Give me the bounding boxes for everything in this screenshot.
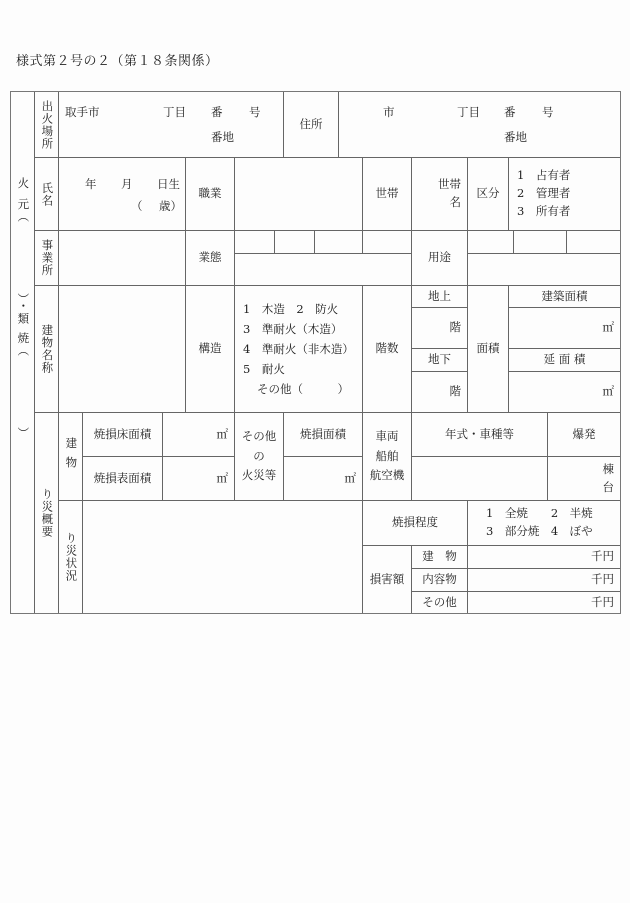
burned-area-field[interactable]: ㎡ (283, 456, 363, 501)
model-field[interactable] (411, 456, 548, 501)
type-code-box-3[interactable] (314, 230, 363, 254)
vehicle-label: 車両 船舶 航空機 (362, 412, 412, 501)
use-code-box-3[interactable] (566, 230, 621, 254)
building-name-field[interactable] (58, 285, 186, 413)
occupation-label: 職業 (185, 157, 235, 231)
building-name-label: 建物名称 (34, 285, 59, 413)
occupation-field[interactable] (234, 157, 363, 231)
use-code-box-2[interactable] (513, 230, 567, 254)
name-birth-field[interactable]: 年 月 日生 （ 歳） (58, 157, 186, 231)
burn-degree-label: 焼損程度 (362, 500, 468, 546)
explosion-label: 爆発 (547, 412, 621, 457)
use-label: 用途 (411, 230, 468, 286)
type-code-box-2[interactable] (274, 230, 315, 254)
above-ground-floors-field[interactable]: 階 (411, 307, 468, 349)
burn-degree-options[interactable]: 1 全焼 2 半焼 3 部分焼 4 ぼや (467, 500, 621, 546)
loss-other-field[interactable]: 千円 (467, 591, 621, 614)
total-floor-area-label: 延 面 積 (508, 348, 621, 372)
structure-options[interactable]: 1 木造 2 防火 3 準耐火（木造） 4 準耐火（非木造） 5 耐火 その他（ ） (234, 285, 363, 413)
origin-address-field[interactable]: 取手市 丁目 番 号 番地 (58, 91, 284, 158)
loss-building-field[interactable]: 千円 (467, 545, 621, 569)
burned-floor-area-field[interactable]: ㎡ (162, 412, 235, 457)
area-label: 面積 (467, 285, 509, 413)
explosion-field[interactable]: 棟 台 (547, 456, 621, 501)
type-code-box-1[interactable] (234, 230, 275, 254)
burned-surface-area-field[interactable]: ㎡ (162, 456, 235, 501)
building-area-field[interactable]: ㎡ (508, 307, 621, 349)
use-code-box-1[interactable] (467, 230, 514, 254)
above-ground-label: 地上 (411, 285, 468, 308)
total-floor-area-field[interactable]: ㎡ (508, 371, 621, 413)
loss-other-label: その他 (411, 591, 468, 614)
business-label: 事業所 (34, 230, 59, 286)
structure-label: 構造 (185, 285, 235, 413)
loss-contents-label: 内容物 (411, 568, 468, 592)
building-area-label: 建築面積 (508, 285, 621, 308)
address-field[interactable]: 市 丁目 番 号 番地 (338, 91, 621, 158)
business-type-label: 業態 (185, 230, 235, 286)
burned-area-label: 焼損面積 (283, 412, 363, 457)
household-name-label: 世帯 名 (411, 157, 468, 231)
model-label: 年式・車種等 (411, 412, 548, 457)
burned-surface-area-label: 焼損表面積 (82, 456, 163, 501)
loss-amount-label: 損害額 (362, 545, 412, 614)
household-label: 世帯 (362, 157, 412, 231)
business-field[interactable] (58, 230, 186, 286)
damage-overview-label: り災概要 (34, 412, 59, 614)
category-label: 区分 (467, 157, 509, 231)
damage-status-label: り災状況 (58, 500, 83, 614)
business-type-field[interactable] (234, 253, 412, 286)
below-ground-label: 地下 (411, 348, 468, 372)
loss-building-label: 建 物 (411, 545, 468, 569)
below-ground-floors-field[interactable]: 階 (411, 371, 468, 413)
fire-origin-side-label: 火 元（ ）・類 焼（ ） (10, 91, 35, 614)
damage-status-field[interactable] (82, 500, 363, 614)
burned-floor-area-label: 焼損床面積 (82, 412, 163, 457)
loss-contents-field[interactable]: 千円 (467, 568, 621, 592)
name-label: 氏名 (34, 157, 59, 231)
type-code-box-4[interactable] (362, 230, 412, 254)
category-options[interactable]: 1 占有者 2 管理者 3 所有者 (508, 157, 621, 231)
floors-label: 階数 (362, 285, 412, 413)
form-title: 様式第２号の２（第１８条関係） (16, 54, 219, 69)
address-label: 住所 (283, 91, 339, 158)
origin-label: 出火場所 (34, 91, 59, 158)
use-field[interactable] (467, 253, 621, 286)
other-fire-label: その他 の 火災等 (234, 412, 284, 501)
damage-building-label: 建物 (58, 412, 83, 501)
